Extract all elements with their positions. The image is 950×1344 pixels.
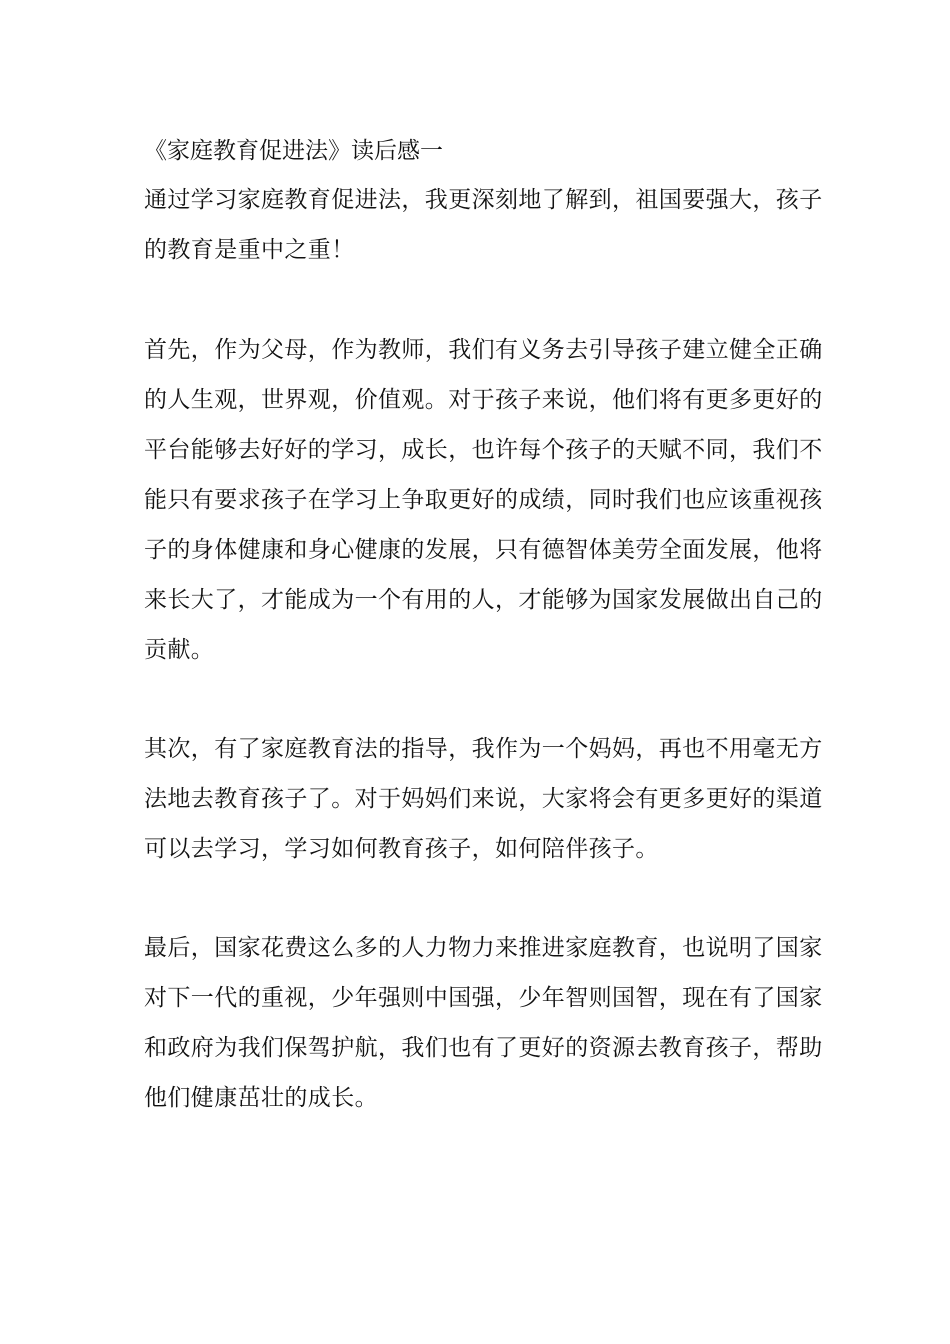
paragraph-2-line-7: 贡献。 [144, 637, 215, 663]
paragraph-3-line-3: 可以去学习，学习如何教育孩子，如何陪伴孩子。 [144, 836, 659, 862]
paragraph-2-line-1: 首先，作为父母，作为教师，我们有义务去引导孩子建立健全正确 [144, 337, 823, 363]
paragraph-4-line-3: 和政府为我们保驾护航，我们也有了更好的资源去教育孩子，帮助 [144, 1035, 823, 1061]
paragraph-2-line-6: 来长大了，才能成为一个有用的人，才能够为国家发展做出自己的 [144, 587, 823, 613]
paragraph-3-line-1: 其次，有了家庭教育法的指导，我作为一个妈妈，再也不用毫无方 [144, 736, 823, 762]
paragraph-2-line-5: 子的身体健康和身心健康的发展，只有德智体美劳全面发展，他将 [144, 537, 823, 563]
paragraph-1-line-1: 通过学习家庭教育促进法，我更深刻地了解到，祖国要强大，孩子 [144, 187, 823, 213]
paragraph-4-line-1: 最后，国家花费这么多的人力物力来推进家庭教育，也说明了国家 [144, 935, 823, 961]
paragraph-1-line-2: 的教育是重中之重！ [144, 237, 355, 263]
paragraph-2-line-3: 平台能够去好好的学习，成长，也许每个孩子的天赋不同，我们不 [144, 437, 823, 463]
paragraph-3-line-2: 法地去教育孩子了。对于妈妈们来说，大家将会有更多更好的渠道 [144, 786, 823, 812]
paragraph-4-line-2: 对下一代的重视，少年强则中国强，少年智则国智，现在有了国家 [144, 985, 823, 1011]
document-title: 《家庭教育促进法》读后感一 [144, 138, 443, 164]
paragraph-2-line-4: 能只有要求孩子在学习上争取更好的成绩，同时我们也应该重视孩 [144, 487, 823, 513]
paragraph-2-line-2: 的人生观，世界观，价值观。对于孩子来说，他们将有更多更好的 [144, 387, 823, 413]
paragraph-4-line-4: 他们健康茁壮的成长。 [144, 1085, 378, 1111]
